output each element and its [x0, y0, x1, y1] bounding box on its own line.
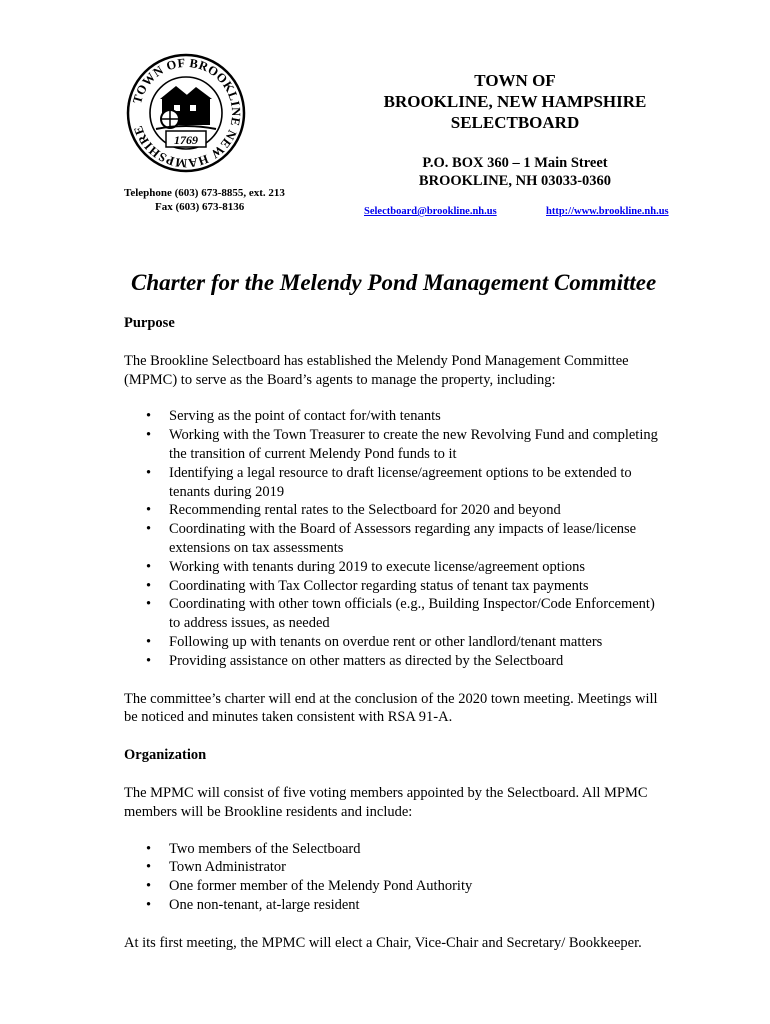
list-item: • Working with tenants during 2019 to execute license/agreement options — [124, 558, 664, 577]
email-link[interactable]: Selectboard@brookline.nh.us — [364, 206, 497, 217]
document-body — [124, 314, 664, 953]
website-link[interactable]: http://www.brookline.nh.us — [546, 206, 669, 217]
purpose-closing: The committee’s charter will end at the conclusion of the 2020 town meeting. Meetings will be noticed and minutes taken consistent with RSA 91-A. — [124, 690, 658, 726]
list-item: • One non-tenant, at-large resident — [124, 896, 664, 915]
list-item: • Identifying a legal resource to draft license/agreement options to be extended to tenants during 2019 — [124, 464, 664, 502]
fax-number: Fax (603) 673-8136 — [155, 201, 245, 213]
list-item: • Recommending rental rates to the Selectboard for 2020 and beyond — [124, 501, 664, 520]
list-item: • Coordinating with other town officials (e.g., Building Inspector/Code Enforcement) to address issues, as needed — [124, 595, 664, 633]
seal-mill-illustration — [156, 86, 216, 129]
purpose-intro: The Brookline Selectboard has established the Melendy Pond Management Committee (MPMC) to serve as the Board’s agents to manage the property, including: — [124, 352, 629, 388]
list-item: • Coordinating with Tax Collector regarding status of tenant tax payments — [124, 577, 664, 596]
telephone-number: Telephone (603) 673-8855, ext. 213 — [124, 187, 285, 199]
organization-intro: The MPMC will consist of five voting members appointed by the Selectboard. All MPMC members will be Brookline residents and include: — [124, 784, 648, 820]
organization-heading: Organization — [124, 747, 207, 764]
address-line: P.O. BOX 360 – 1 Main Street — [422, 155, 608, 171]
town-title-line: BROOKLINE, NEW HAMPSHIRE — [383, 92, 647, 111]
contact-numbers — [124, 186, 324, 214]
mailing-address — [360, 154, 670, 190]
document-title: Charter for the Melendy Pond Management Committee — [131, 270, 657, 295]
list-item: • Following up with tenants on overdue rent or other landlord/tenant matters — [124, 633, 664, 652]
list-item: • Coordinating with the Board of Assessors regarding any impacts of lease/license extensions on tax assessments — [124, 520, 664, 558]
address-line: BROOKLINE, NH 03033-0360 — [418, 173, 612, 189]
list-item: • One former member of the Melendy Pond Authority — [124, 877, 664, 896]
seal-year: 1769 — [174, 133, 198, 147]
town-title-line: SELECTBOARD — [450, 113, 580, 132]
organization-list — [124, 840, 664, 915]
list-item: • Two members of the Selectboard — [124, 840, 664, 859]
list-item: • Providing assistance on other matters as directed by the Selectboard — [124, 652, 664, 671]
seal-text: TOWN OF BROOKLINE NEW HAMPSHIRE — [130, 55, 244, 171]
list-item: • Working with the Town Treasurer to create the new Revolving Fund and completing the transition of current Melendy Pond funds to it — [124, 426, 664, 464]
purpose-list — [124, 407, 664, 670]
town-title-line: TOWN OF — [474, 71, 556, 90]
town-title — [360, 70, 670, 133]
organization-closing: At its first meeting, the MPMC will elect a Chair, Vice-Chair and Secretary/ Bookkeeper. — [124, 934, 642, 951]
purpose-heading: Purpose — [124, 315, 175, 331]
list-item: • Town Administrator — [124, 858, 664, 877]
town-seal-logo — [126, 53, 246, 173]
list-item: • Serving as the point of contact for/with tenants — [124, 407, 664, 426]
